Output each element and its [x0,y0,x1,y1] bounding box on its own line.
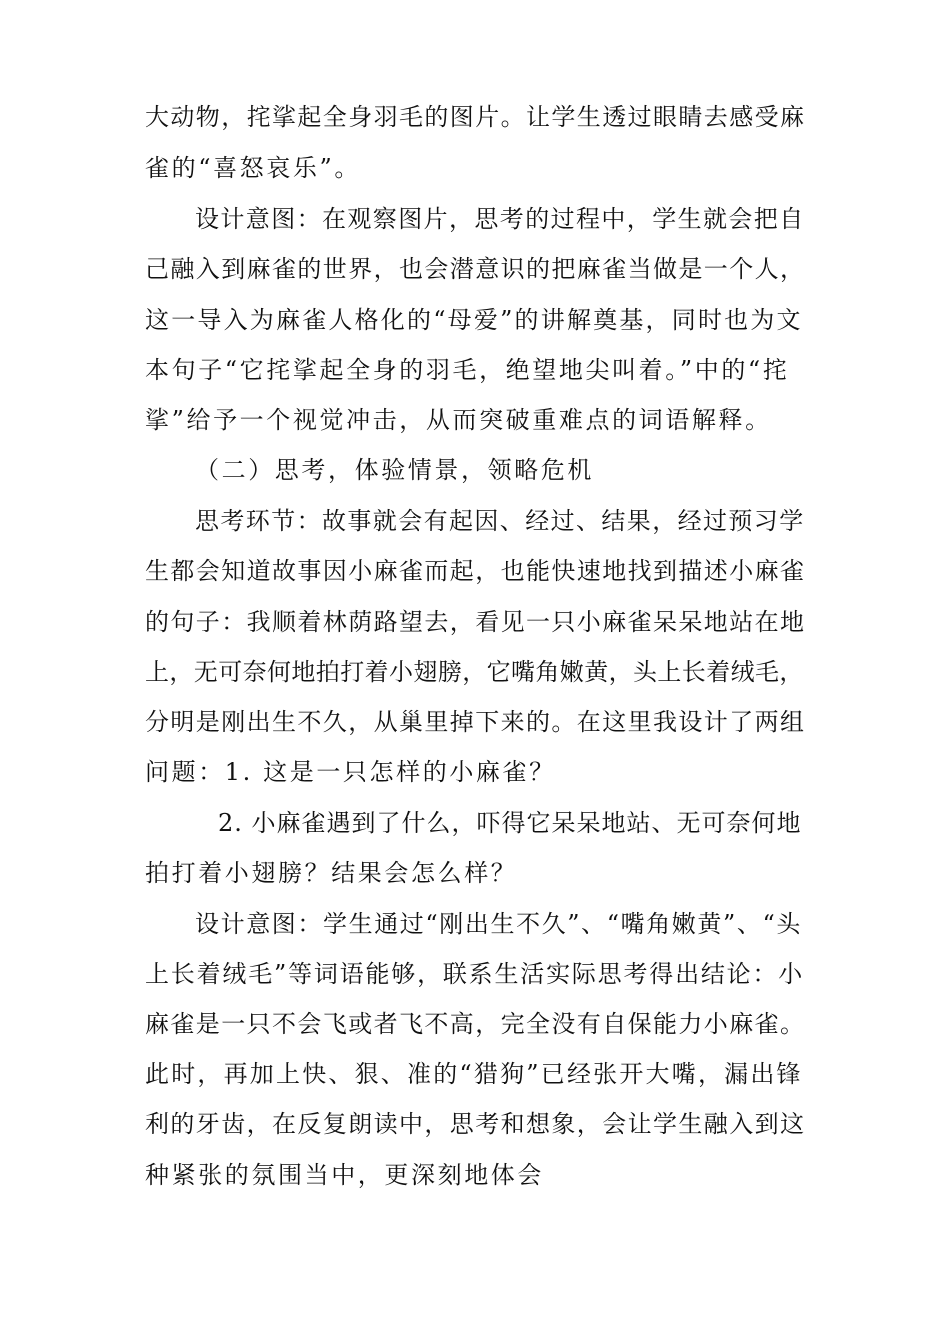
text-line-3: 设计意图：在观察图片，思考的过程中，学生就会把自 [195,205,805,233]
text-line-9: 思考环节：故事就会有起因、经过、结果，经过预习学 [195,507,805,535]
text-line-13: 分明是刚出生不久，从巢里掉下来的。在这里我设计了两组 [145,708,806,736]
text-line-21: 利的牙齿，在反复朗读中，思考和想象，会让学生融入到这 [145,1110,806,1138]
text-line-6: 本句子“它挓挲起全身的羽毛，绝望地尖叫着。”中的“挓 [145,356,790,384]
text-line-7: 挲”给予一个视觉冲击，从而突破重难点的词语解释。 [145,406,772,434]
text-line-1: 大动物，挓挲起全身羽毛的图片。让学生透过眼睛去感受麻 [145,103,806,131]
text-line-20: 此时，再加上快、狠、准的“猎狗”已经张开大嘴，漏出锋 [145,1060,803,1088]
text-line-5: 这一导入为麻雀人格化的“母爱”的讲解奠基，同时也为文 [145,306,803,334]
text-line-12: 上，无可奈何地拍打着小翅膀，它嘴角嫩黄，头上长着绒毛， [145,658,804,686]
text-line-16: 拍打着小翅膀？结果会怎么样？ [145,859,518,887]
text-line-14: 问题：1. 这是一只怎样的小麻雀？ [145,758,556,786]
text-line-11: 的句子：我顺着林荫路望去，看见一只小麻雀呆呆地站在地 [145,608,806,636]
section-heading: （二）思考，体验情景，领略危机 [195,456,594,484]
text-line-10: 生都会知道故事因小麻雀而起，也能快速地找到描述小麻雀 [145,557,806,585]
text-line-22: 种紧张的氛围当中，更深刻地体会 [145,1161,544,1189]
text-line-2: 雀的“喜怒哀乐”。 [145,154,361,182]
text-line-15: 2. 小麻雀遇到了什么，吓得它呆呆地站、无可奈何地 [218,809,802,837]
text-line-17: 设计意图：学生通过“刚出生不久”、“嘴角嫩黄”、“头 [195,910,802,938]
text-line-18: 上长着绒毛”等词语能够，联系生活实际思考得出结论：小 [145,960,805,988]
text-line-4: 己融入到麻雀的世界，也会潜意识的把麻雀当做是一个人， [145,255,806,283]
text-line-19: 麻雀是一只不会飞或者飞不高，完全没有自保能力小麻雀。 [145,1010,806,1038]
